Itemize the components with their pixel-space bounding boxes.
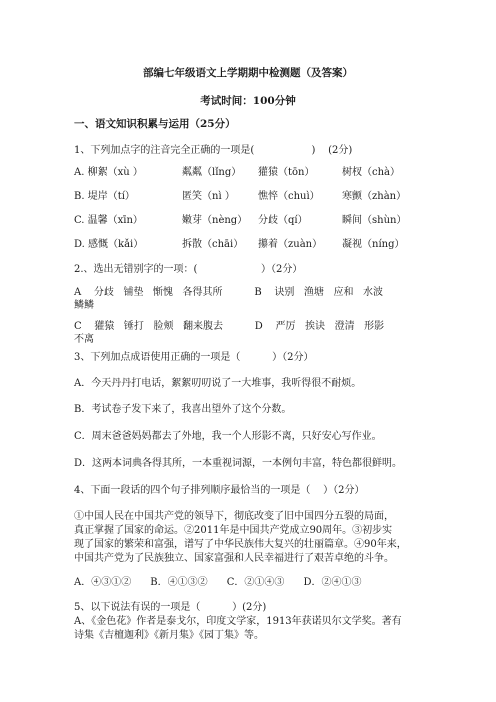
q1-option-a-1: A. 柳絮（xù ） [74, 167, 143, 178]
q2-options-ab-wrap: 鳞鳞 [74, 300, 94, 311]
q1-option-c-1: C. 温馨（xīn） [74, 215, 143, 226]
q3-option-c: C．周末爸爸妈妈都去了外地，我一个人形影不离，只好安心写作业。 [74, 431, 382, 442]
q1-option-d-3: 攥着（zuàn） [258, 239, 323, 250]
q1-option-c-3: 分歧（qí） [258, 215, 308, 226]
q1-option-a-4: 树杈（chà） [342, 167, 401, 178]
q1-option-b-1: B. 堤岸（tí） [74, 191, 135, 202]
q1-option-a-2: 粼粼（lǐng） [182, 167, 242, 178]
q5-option-a-line-2: 诗集《吉檀迦利》《新月集》《园丁集》等。 [74, 630, 264, 641]
q2-options-cd: C 獾猿 锤打 脸颊 翻来腹去 D 严厉 挨诀 澄清 形影 [74, 321, 385, 332]
q4-passage-line-2: 真正掌握了国家的命运。②2011年是中国共产党成立90周年。③初步实 [74, 525, 393, 536]
question-5-stem: 5、以下说法有误的一项是（ ）(2分) [74, 602, 267, 613]
q5-option-a-line-1: A、《金色花》作者是泰戈尔，印度文学家，1913年获诺贝尔文学奖。著有 [74, 616, 402, 627]
q3-option-d: D．这两本词典各得其所，一本重视词源，一本例句丰富，特色都很鲜明。 [74, 458, 403, 469]
q1-option-c-2: 嫩芽（nèng） [182, 215, 248, 226]
q4-passage-line-3: 现了国家的繁荣和富强，谱写了中华民族伟大复兴的壮丽篇章。④90年来， [74, 539, 407, 550]
q1-option-a-3: 獾猿（tōn） [258, 167, 315, 178]
q1-option-d-2: 拆散（chāi） [182, 239, 244, 250]
q1-option-b-4: 寒颤（zhàn） [342, 191, 407, 202]
question-4-stem: 4、下面一段话的四个句子排列顺序最恰当的一项是（ ）（2分） [74, 485, 365, 496]
exam-time: 考试时间：100分钟 [200, 95, 296, 107]
document-title: 部编七年级语文上学期期中检测题（及答案） [143, 67, 353, 79]
q1-option-b-3: 憔悴（chuì） [258, 191, 320, 202]
q4-passage-line-4: 中国共产党为了民族独立、国家富强和人民幸福进行了艰苦卓绝的斗争。 [74, 553, 394, 564]
q2-options-cd-wrap: 不离 [74, 334, 94, 345]
q4-passage-line-1: ①中国人民在中国共产党的领导下，彻底改变了旧中国四分五裂的局面， [74, 511, 394, 522]
q1-option-b-2: 匿笑（nì ） [182, 191, 235, 202]
q1-option-c-4: 瞬间（shùn） [342, 215, 407, 226]
question-1-stem: 1、下列加点字的注音完全正确的一项是( ) (2分) [74, 145, 353, 156]
q4-options: A．④③①② B．④①③② C．②①④③ D．②④①③ [74, 577, 362, 588]
question-2-stem: 2.、选出无错别字的一项：( ）（2分） [74, 264, 303, 275]
section-heading: 一、语文知识积累与运用（25分） [74, 118, 236, 130]
q3-option-a: A．今天丹丹打电话，絮絮叨叨说了一大堆事，我听得很不耐烦。 [74, 378, 362, 389]
q3-option-b: B．考试卷子发下来了，我喜出望外了这个分数。 [74, 404, 292, 415]
question-3-stem: 3、下列加点成语使用正确的一项是（ ）（2分） [74, 352, 314, 363]
q2-options-ab: A 分歧 铺垫 惭愧 各得其所 B 诀别 渔塘 应和 水波 [74, 287, 384, 298]
q1-option-d-4: 凝视（níng） [342, 239, 405, 250]
q1-option-d-1: D. 感慨（kǎi） [74, 239, 144, 250]
